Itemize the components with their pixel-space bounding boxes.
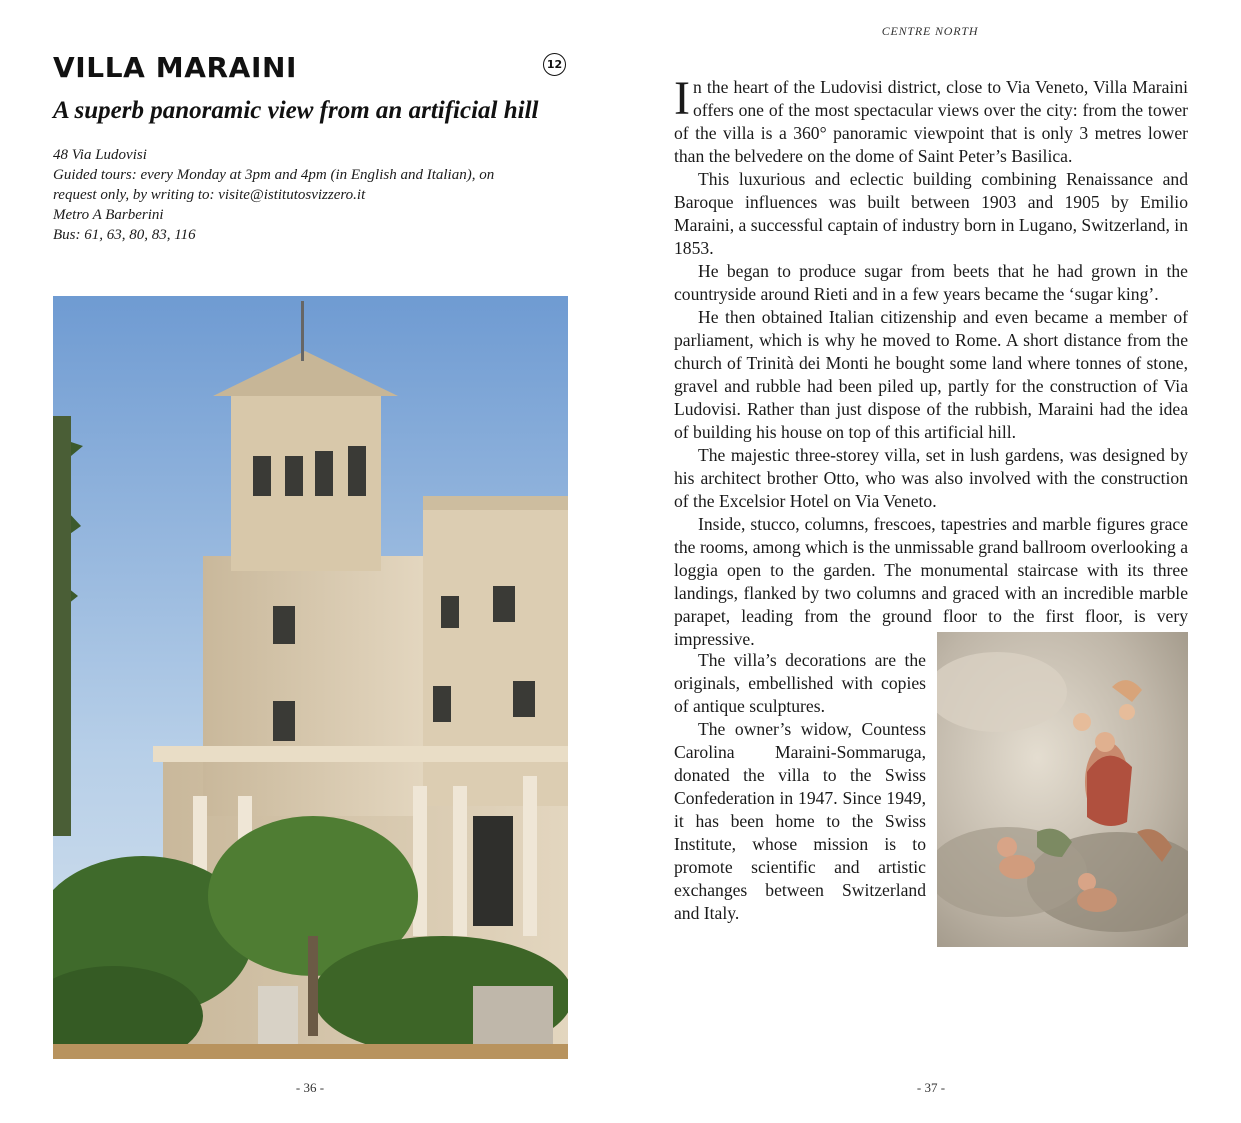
visitor-info (53, 145, 553, 245)
paragraph-7: The villa’s decorations are the originals, embellished with copies of antique sculptures. (674, 650, 926, 716)
info-tours: Guided tours: every Monday at 3pm and 4pm (in English and Italian), on (53, 167, 495, 183)
folio-right: - 37 - (916, 1080, 946, 1095)
paragraph-1: In the heart of the Ludovisi district, close to Via Veneto, Villa Maraini offers one of the most spectacular views over the city: from the tower of the villa is a 360° panoramic viewpoint that is only 3 metres lower than the belvedere on the dome of Saint Peter’s Basilica. (674, 72, 1188, 166)
paragraph-4: He then obtained Italian citizenship and even became a member of parliament, which is why he moved to Rome. A short distance from the church of Trinità dei Monti he bought some land where tonnes of stone, gravel and rubble had been piled up, partly for the construction of Via Ludovisi. Rather than just dispose of the rubbish, Maraini had the idea of building his house on top of this artificial hill. (674, 307, 1188, 442)
info-metro: Metro A Barberini (53, 207, 164, 223)
info-address: 48 Via Ludovisi (53, 147, 147, 163)
drop-cap: I (674, 72, 690, 125)
article-body-narrow (674, 649, 926, 925)
paragraph-5: The majestic three-storey villa, set in lush gardens, was designed by his architect brother Otto, who was also involved with the construction of the Excelsior Hotel on Via Veneto. (674, 445, 1188, 511)
info-tours-contact: request only, by writing to: visite@istitutosvizzero.it (53, 187, 366, 203)
folio-left: - 36 - (295, 1080, 325, 1095)
entry-number-badge: 12 (543, 53, 566, 76)
page-title: VILLA MARAINI (53, 51, 298, 84)
paragraph-3: He began to produce sugar from beets that he had grown in the countryside around Rieti and in a few years became the ‘sugar king’. (674, 261, 1188, 304)
paragraph-2: This luxurious and eclectic building combining Renaissance and Baroque influences was built between 1903 and 1905 by Emilio Maraini, a successful captain of industry born in Lugano, Switzerland, in 1853. (674, 169, 1188, 258)
fresco-photo (937, 632, 1188, 947)
paragraph-6: Inside, stucco, columns, frescoes, tapestries and marble figures grace the rooms, among which is the unmissable grand ballroom overlooking a loggia open to the garden. The monumental staircase with its three landings, flanked by two columns and graced with an incredible marble parapet, leading from the ground floor to the first floor, is very impressive. (674, 514, 1188, 649)
villa-photo (53, 296, 568, 1059)
paragraph-8: The owner’s widow, Countess Carolina Maraini-Sommaruga, donated the villa to the Swiss Confederation in 1947. Since 1949, it has been home to the Swiss Institute, whose mission is to promote scientific and artistic exchanges between Switzerland and Italy. (674, 719, 926, 923)
article-body (674, 72, 1188, 651)
page-subtitle: A superb panoramic view from an artificial hill (53, 97, 539, 124)
info-bus: Bus: 61, 63, 80, 83, 116 (53, 227, 196, 243)
running-head: CENTRE NORTH (881, 24, 979, 38)
